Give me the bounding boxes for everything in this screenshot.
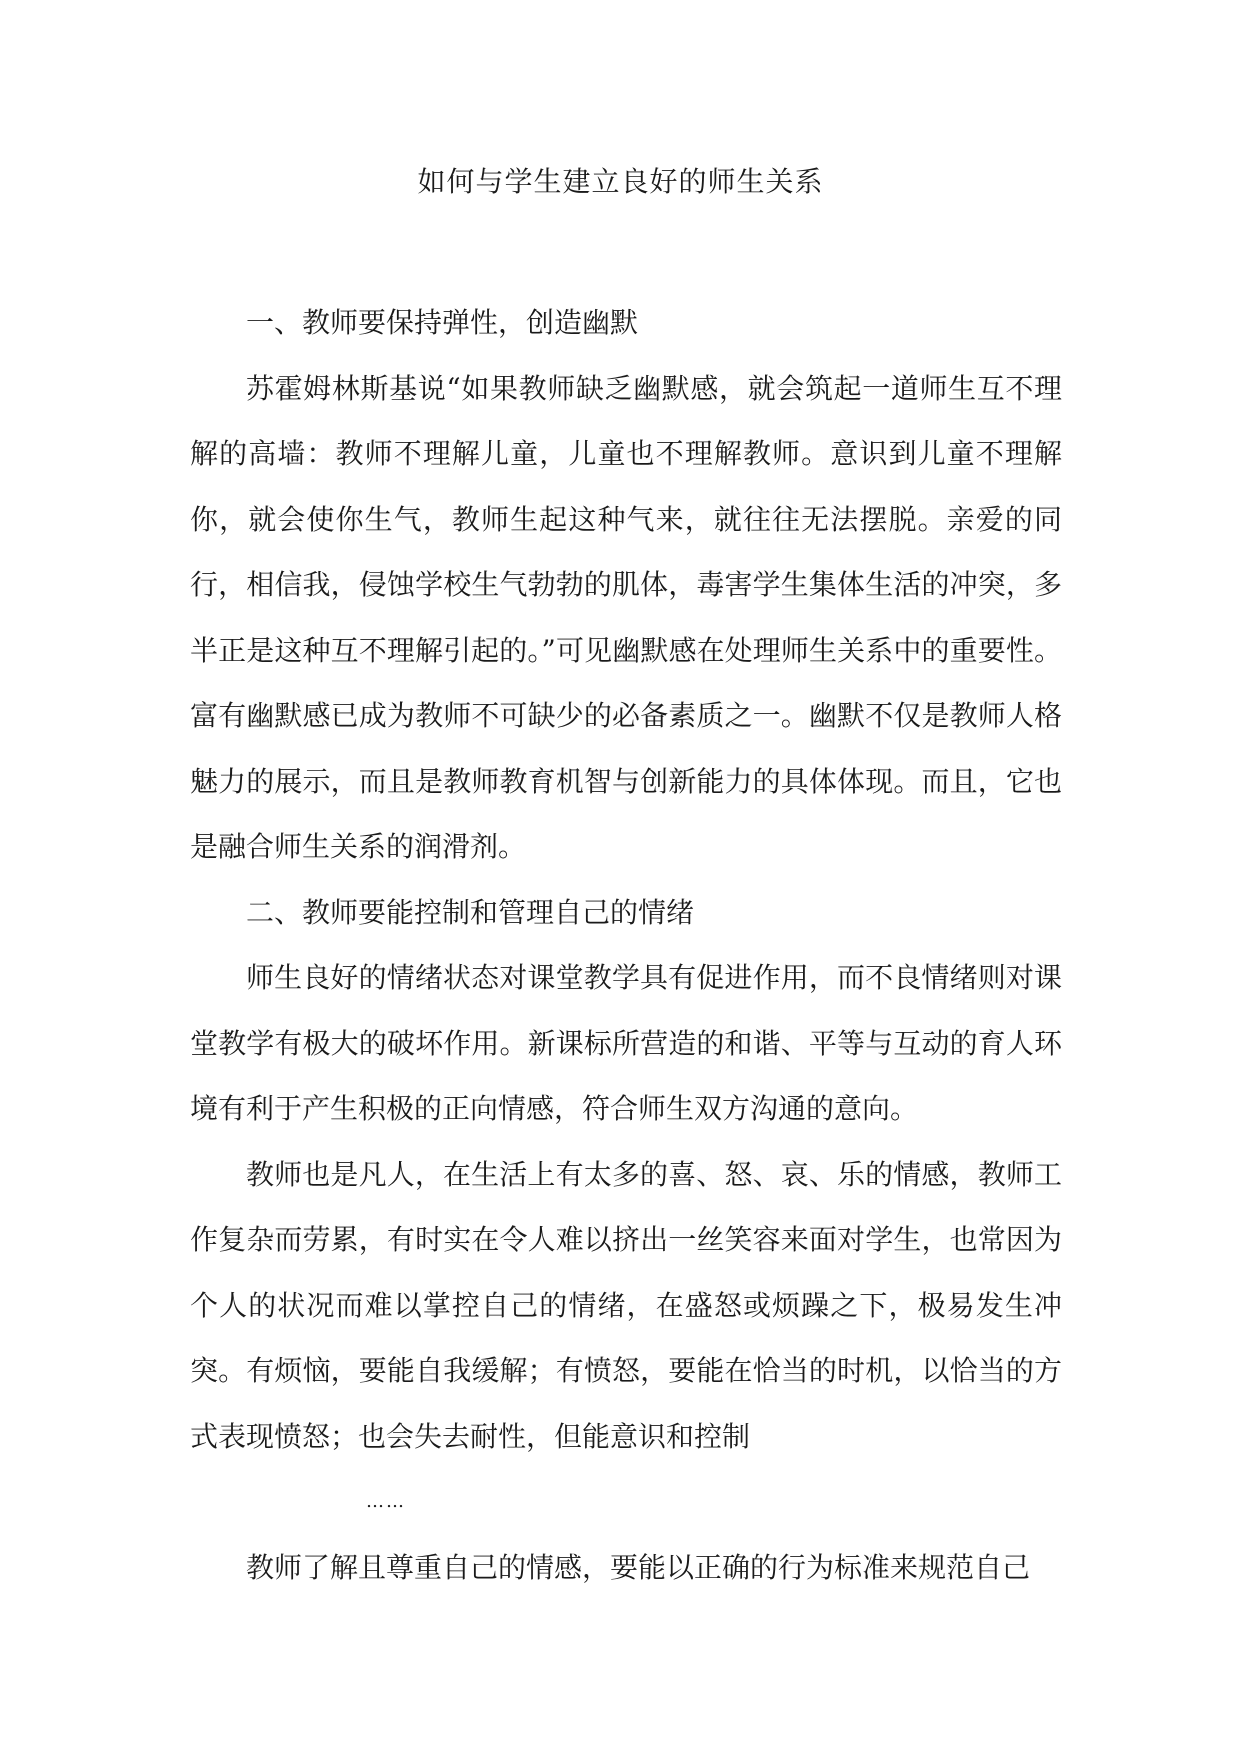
section-heading-2: 二、教师要能控制和管理自己的情绪 (246, 895, 695, 929)
document-body (190, 290, 1062, 1600)
paragraph-emotion-state: 师生良好的情绪状态对课堂教学具有促进作用，而不良情绪则对课堂教学有极大的破坏作用。新课标所营造的和谐、平等与互动的育人环境有利于产生积极的正向情感，符合师生双方沟通的意向。 (190, 961, 1062, 1125)
paragraph-humor-quote: 苏霍姆林斯基说“如果教师缺乏幽默感，就会筑起一道师生互不理解的高墙：教师不理解儿童，儿童也不理解教师。意识到儿童不理解你，就会使你生气，教师生起这种气来，就往往无法摆脱。亲爱的同行，相信我，侵蚀学校生气勃勃的肌体，毒害学生集体生活的冲突，多半正是这种互不理解引起的。”可见幽默感在处理师生关系中的重要性。富有幽默感已成为教师不可缺少的必备素质之一。幽默不仅是教师人格魅力的展示，而且是教师教育机智与创新能力的具体体现。而且，它也是融合师生关系的润滑剂。 (190, 371, 1062, 863)
omission-ellipsis: …… (366, 1491, 406, 1512)
paragraph-teacher-emotions: 教师也是凡人，在生活上有太多的喜、怒、哀、乐的情感，教师工作复杂而劳累，有时实在令人难以挤出一丝笑容来面对学生，也常因为个人的状况而难以掌控自己的情绪，在盛怒或烦躁之下，极易发生冲突。有烦恼，要能自我缓解；有愤怒，要能在恰当的时机，以恰当的方式表现愤怒；也会失去耐性，但能意识和控制 (190, 1157, 1062, 1453)
section-heading-1: 一、教师要保持弹性，创造幽默 (246, 306, 639, 339)
paragraph-respect-emotions: 教师了解且尊重自己的情感，要能以正确的行为标准来规范自己 (246, 1550, 1031, 1584)
document-title: 如何与学生建立良好的师生关系 (417, 165, 824, 198)
